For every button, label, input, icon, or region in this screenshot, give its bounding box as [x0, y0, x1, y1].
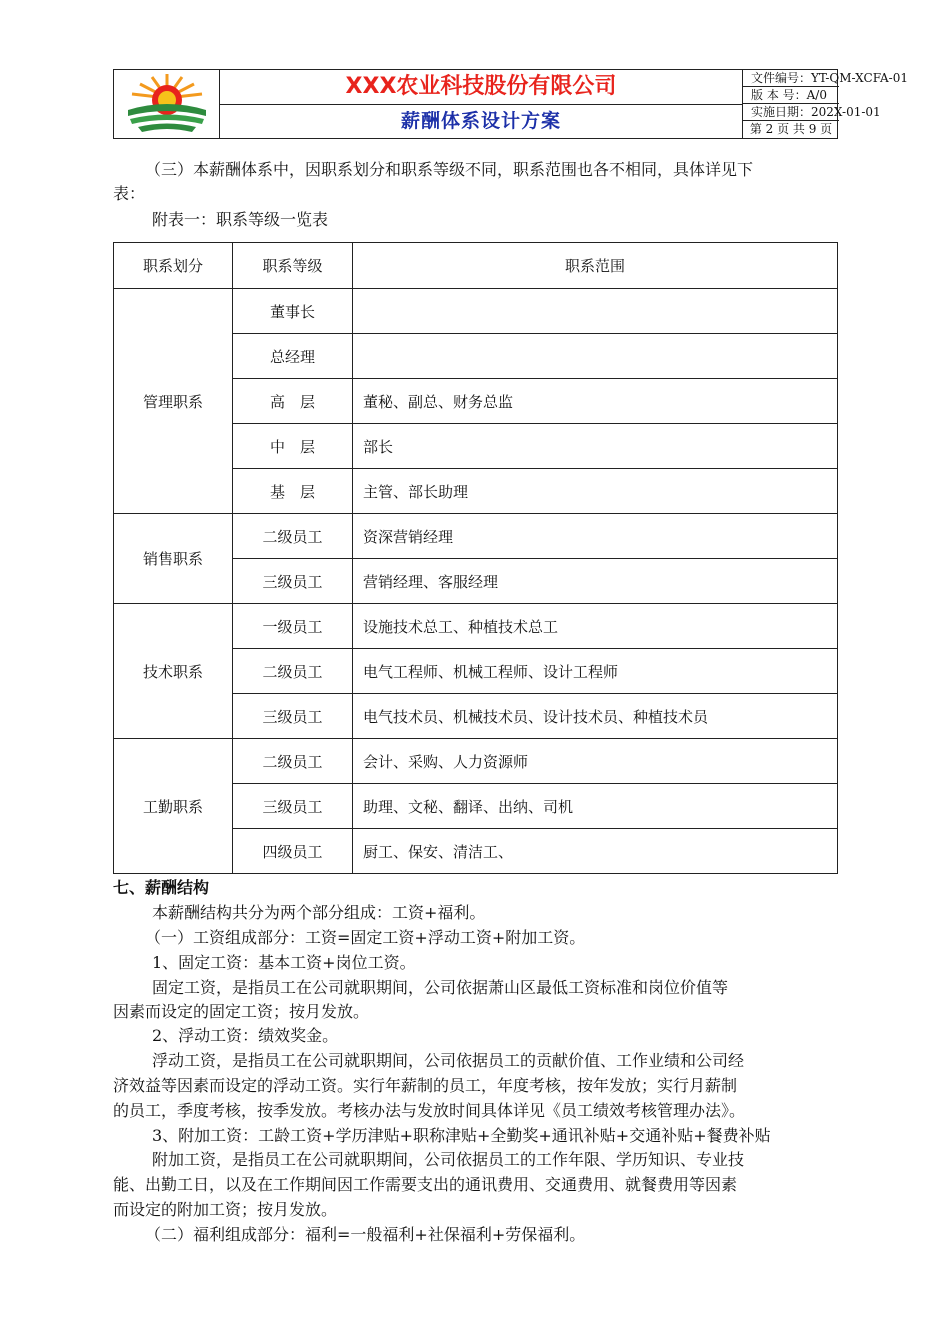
level-cell: 高 层 [233, 379, 353, 424]
paragraph-line: 能、出勤工日，以及在工作期间因工作需要支出的通讯费用、交通费用、就餐费用等因素 [113, 1175, 738, 1194]
paragraph-line: 浮动工资，是指员工在公司就职期间，公司依据员工的贡献价值、工作业绩和公司经 [152, 1051, 745, 1070]
intro-line-2: 表： [113, 184, 146, 203]
paragraph-line: 本薪酬结构共分为两个部分组成：工资+福利。 [152, 903, 486, 922]
level-cell: 二级员工 [233, 514, 353, 559]
section-heading: 七、薪酬结构 [113, 878, 210, 897]
grade-table [113, 242, 838, 874]
group-technical: 技术职系 [114, 604, 233, 739]
table-row [114, 604, 838, 649]
paragraph-line: （二）福利组成部分：福利=一般福利+社保福利+劳保福利。 [145, 1225, 586, 1244]
level-cell: 四级员工 [233, 829, 353, 874]
logo-cell [114, 70, 220, 138]
table-row [114, 739, 838, 784]
level-cell: 二级员工 [233, 739, 353, 784]
scope-cell: 电气技术员、机械技术员、设计技术员、种植技术员 [353, 694, 838, 739]
level-cell: 二级员工 [233, 649, 353, 694]
scope-cell: 电气工程师、机械工程师、设计工程师 [353, 649, 838, 694]
scope-cell: 部长 [353, 424, 838, 469]
document-title: 薪酬体系设计方案 [400, 110, 561, 132]
effective-date: 实施日期：202X-01-01 [743, 104, 839, 121]
scope-cell [353, 289, 838, 334]
paragraph-line: 固定工资，是指员工在公司就职期间，公司依据萧山区最低工资标准和岗位价值等 [152, 978, 729, 997]
level-cell: 三级员工 [233, 559, 353, 604]
level-cell: 总经理 [233, 334, 353, 379]
scope-cell: 设施技术总工、种植技术总工 [353, 604, 838, 649]
table-row [114, 514, 838, 559]
table-header-row [114, 243, 838, 289]
paragraph-line: （一）工资组成部分：工资=固定工资+浮动工资+附加工资。 [145, 928, 586, 947]
level-cell: 中 层 [233, 424, 353, 469]
paragraph-line: 因素而设定的固定工资；按月发放。 [113, 1002, 370, 1021]
paragraph-line: 而设定的附加工资；按月发放。 [113, 1200, 338, 1219]
level-cell: 三级员工 [233, 694, 353, 739]
group-logistics: 工勤职系 [114, 739, 233, 874]
table-caption: 附表一：职系等级一览表 [152, 210, 329, 229]
paragraph-line: 3、附加工资：工龄工资+学历津贴+职称津贴+全勤奖+通讯补贴+交通补贴+餐费补贴 [152, 1126, 771, 1145]
scope-cell: 会计、采购、人力资源师 [353, 739, 838, 784]
table-row [114, 289, 838, 334]
group-sales: 销售职系 [114, 514, 233, 604]
header-level: 职系等级 [233, 243, 353, 289]
level-cell: 三级员工 [233, 784, 353, 829]
header-division: 职系划分 [114, 243, 233, 289]
header-scope: 职系范围 [353, 243, 838, 289]
scope-cell [353, 334, 838, 379]
level-cell: 基 层 [233, 469, 353, 514]
company-name: XXX农业科技股份有限公司 [220, 70, 742, 105]
intro-line-1: （三）本薪酬体系中，因职系划分和职系等级不同，职系范围也各不相同，具体详见下 [145, 160, 754, 179]
paragraph-line: 济效益等因素而设定的浮动工资。实行年薪制的员工，年度考核，按年发放；实行月薪制 [113, 1076, 738, 1095]
document-header [113, 69, 908, 139]
doc-number: 文件编号：YT-QM-XCFA-01 [743, 70, 839, 87]
paragraph-line: 附加工资，是指员工在公司就职期间，公司依据员工的工作年限、学历知识、专业技 [152, 1150, 745, 1169]
scope-cell: 资深营销经理 [353, 514, 838, 559]
page-indicator: 第 2 页 共 9 页 [749, 122, 833, 136]
scope-cell: 董秘、副总、财务总监 [353, 379, 838, 424]
version-number: 版 本 号：A/0 [743, 87, 839, 104]
group-management: 管理职系 [114, 289, 233, 514]
scope-cell: 助理、文秘、翻译、出纳、司机 [353, 784, 838, 829]
scope-cell: 主管、部长助理 [353, 469, 838, 514]
level-cell: 一级员工 [233, 604, 353, 649]
level-cell: 董事长 [233, 289, 353, 334]
paragraph-line: 1、固定工资：基本工资+岗位工资。 [152, 953, 416, 972]
scope-cell: 厨工、保安、清洁工、 [353, 829, 838, 874]
scope-cell: 营销经理、客服经理 [353, 559, 838, 604]
company-logo-icon [122, 72, 212, 136]
document-meta [742, 70, 908, 138]
paragraph-line: 的员工，季度考核，按季发放。考核办法与发放时间具体详见《员工绩效考核管理办法》。 [113, 1101, 746, 1120]
paragraph-line: 2、浮动工资：绩效奖金。 [152, 1026, 339, 1045]
